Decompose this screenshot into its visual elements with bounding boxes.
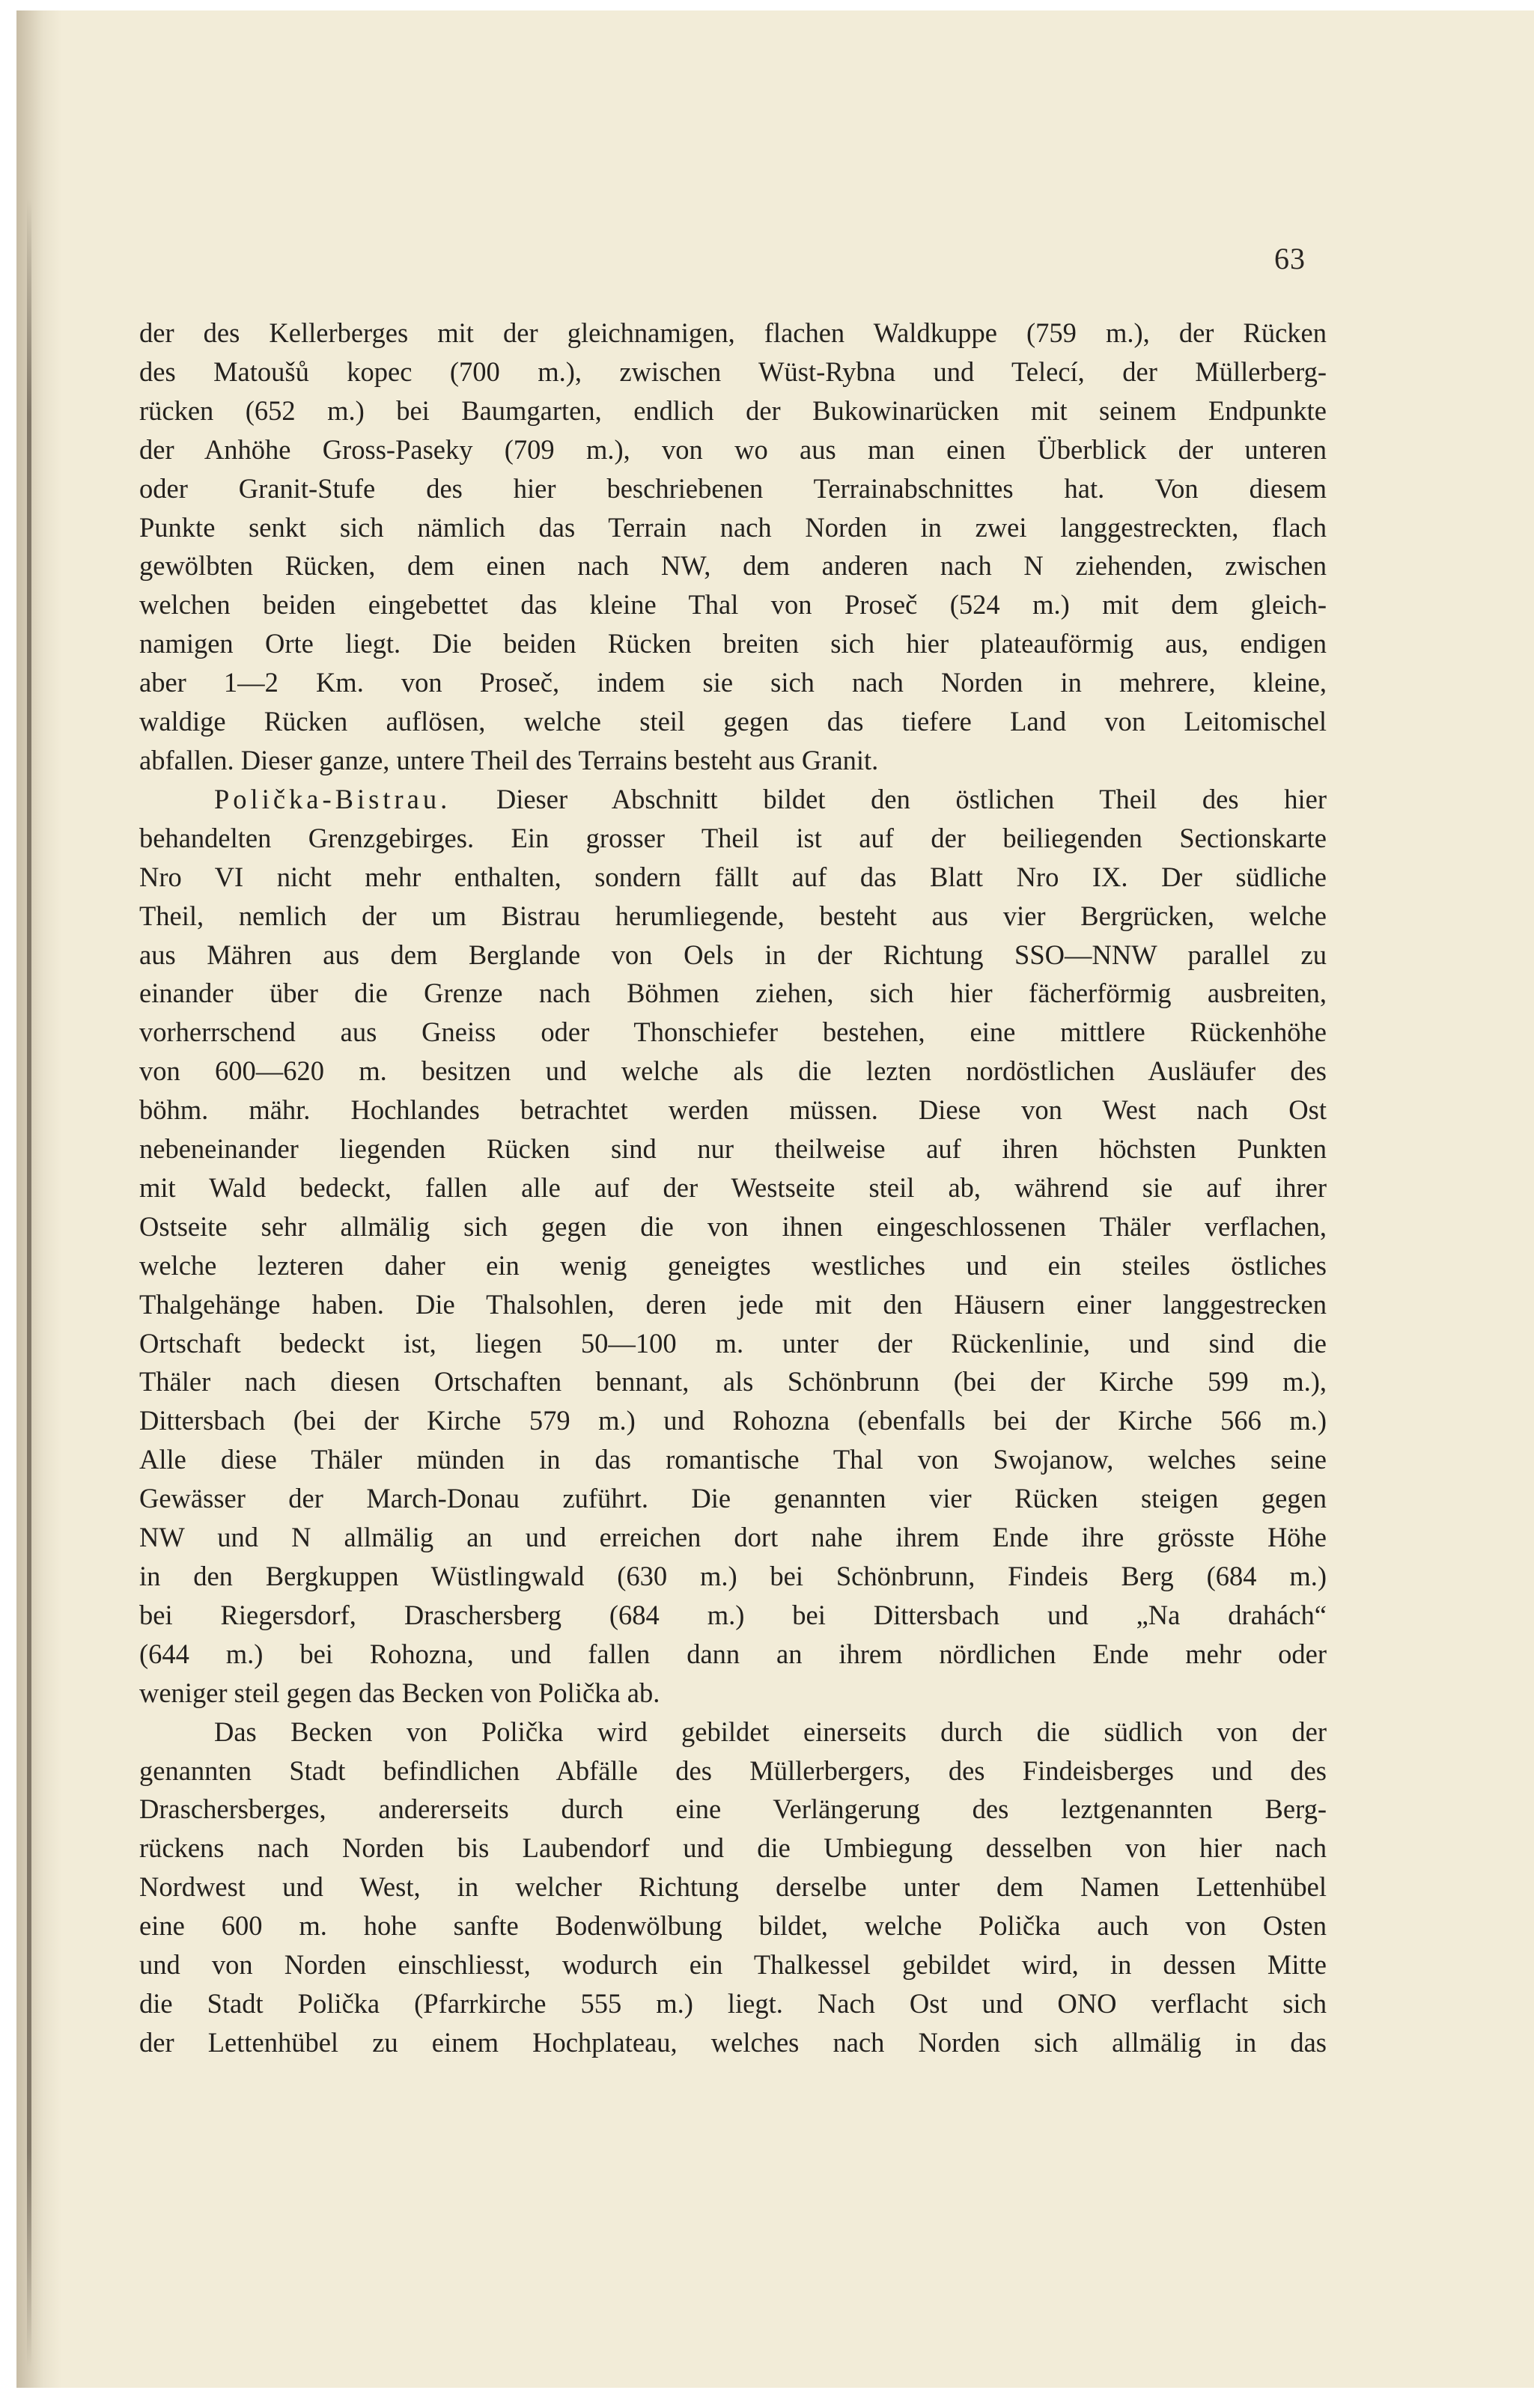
text-line: Dittersbach (bei der Kirche 579 m.) und Rohozna (ebenfalls bei der Kirche 566 m.) <box>139 1405 1327 1436</box>
text-line: waldige Rücken auflösen, welche steil gegen das tiefere Land von Leitomischel <box>139 706 1327 737</box>
text-line: der des Kellerberges mit der gleichnamigen, flachen Waldkuppe (759 m.), der Rücken <box>139 317 1327 348</box>
binding-shadow <box>16 10 61 2388</box>
text-line: rücken (652 m.) bei Baumgarten, endlich der Bukowinarücken mit seinem Endpunkte <box>139 394 1327 426</box>
text-line: der Anhöhe Gross-Paseky (709 m.), von wo aus man einen Überblick der unteren <box>139 433 1327 465</box>
text-line: die Stadt Polička (Pfarrkirche 555 m.) liegt. Nach Ost und ONO verflacht sich <box>139 1987 1327 2019</box>
text-line <box>139 780 1327 819</box>
page-number: 63 <box>1274 242 1306 275</box>
text-line: Nordwest und West, in welcher Richtung derselbe unter dem Namen Lettenhübel <box>139 1871 1327 1903</box>
text-line: Das Becken von Polička wird gebildet einerseits durch die südlich von der <box>214 1716 1327 1747</box>
text-line: Draschersberges, andererseits durch eine Verlängerung des leztgenannten Berg- <box>139 1793 1327 1825</box>
text-line: Thalgehänge haben. Die Thalsohlen, deren jede mit den Häusern einer langgestrecken <box>139 1288 1327 1320</box>
scanned-page <box>16 10 1534 2388</box>
text-line: böhm. mähr. Hochlandes betrachtet werden müssen. Diese von West nach Ost <box>139 1094 1327 1126</box>
text-line: Thäler nach diesen Ortschaften bennant, als Schönbrunn (bei der Kirche 599 m.), <box>139 1366 1327 1397</box>
binding-edge <box>27 198 31 2368</box>
text-line: genannten Stadt befindlichen Abfälle des Müllerbergers, des Findeisberges und des <box>139 1755 1327 1786</box>
text-line: Ostseite sehr allmälig sich gegen die von ihnen eingeschlossenen Thäler verflachen, <box>139 1210 1327 1242</box>
text-line: und von Norden einschliesst, wodurch ein Thalkessel gebildet wird, in dessen Mitte <box>139 1949 1327 1981</box>
section-heading: Polička-Bistrau. <box>214 783 451 814</box>
text-line: Gewässer der March-Donau zuführt. Die genannten vier Rücken steigen gegen <box>139 1483 1327 1514</box>
text-line: von 600—620 m. besitzen und welche als die lezten nordöstlichen Ausläufer des <box>139 1055 1327 1087</box>
text-line: namigen Orte liegt. Die beiden Rücken breiten sich hier plateauförmig aus, endigen <box>139 628 1327 659</box>
text-line: welchen beiden eingebettet das kleine Thal von Proseč (524 m.) mit dem gleich- <box>139 589 1327 621</box>
text-line: oder Granit-Stufe des hier beschriebenen Terrainabschnittes hat. Von diesem <box>139 472 1327 504</box>
text-line: aus Mähren aus dem Berglande von Oels in der Richtung SSO—NNW parallel zu <box>139 939 1327 970</box>
text-line: einander über die Grenze nach Böhmen ziehen, sich hier fächerförmig ausbreiten, <box>139 978 1327 1009</box>
text-line: des Matoušů kopec (700 m.), zwischen Wüst-Rybna und Telecí, der Müllerberg- <box>139 356 1327 387</box>
text-line: weniger steil gegen das Becken von Polička ab. <box>139 1677 660 1708</box>
text-line: rückens nach Norden bis Laubendorf und die Umbiegung desselben von hier nach <box>139 1832 1327 1864</box>
text-line: Alle diese Thäler münden in das romantische Thal von Swojanow, welches seine <box>139 1444 1327 1475</box>
text-line: Ortschaft bedeckt ist, liegen 50—100 m. unter der Rückenlinie, und sind die <box>139 1327 1327 1359</box>
text-line: abfallen. Dieser ganze, untere Theil des Terrains besteht aus Granit. <box>139 744 879 775</box>
text-line-run: Dieser Abschnitt bildet den östlichen Theil des hier <box>451 783 1327 814</box>
text-line: aber 1—2 Km. von Proseč, indem sie sich nach Norden in mehrere, kleine, <box>139 667 1327 698</box>
text-line: Theil, nemlich der um Bistrau herumliegende, besteht aus vier Bergrücken, welche <box>139 900 1327 931</box>
text-line: nebeneinander liegenden Rücken sind nur theilweise auf ihren höchsten Punkten <box>139 1133 1327 1165</box>
text-line: Punkte senkt sich nämlich das Terrain nach Norden in zwei langgestreckten, flach <box>139 511 1327 543</box>
text-line: vorherrschend aus Gneiss oder Thonschiefer bestehen, eine mittlere Rückenhöhe <box>139 1016 1327 1048</box>
text-line: gewölbten Rücken, dem einen nach NW, dem anderen nach N ziehenden, zwischen <box>139 550 1327 582</box>
body-text <box>139 314 1327 2062</box>
text-line: behandelten Grenzgebirges. Ein grosser Theil ist auf der beiliegenden Sectionskarte <box>139 822 1327 853</box>
text-line: bei Riegersdorf, Draschersberg (684 m.) bei Dittersbach und „Na drahách“ <box>139 1599 1327 1630</box>
text-line: (644 m.) bei Rohozna, und fallen dann an ihrem nördlichen Ende mehr oder <box>139 1638 1327 1669</box>
text-line: in den Bergkuppen Wüstlingwald (630 m.) bei Schönbrunn, Findeis Berg (684 m.) <box>139 1561 1327 1591</box>
text-line: NW und N allmälig an und erreichen dort nahe ihrem Ende ihre grösste Höhe <box>139 1522 1327 1553</box>
text-line: welche lezteren daher ein wenig geneigtes westliches und ein steiles östliches <box>139 1249 1327 1281</box>
text-line: eine 600 m. hohe sanfte Bodenwölbung bildet, welche Polička auch von Osten <box>139 1910 1327 1942</box>
text-line: Nro VI nicht mehr enthalten, sondern fällt auf das Blatt Nro IX. Der südliche <box>139 861 1327 892</box>
text-line: der Lettenhübel zu einem Hochplateau, welches nach Norden sich allmälig in das <box>139 2026 1327 2058</box>
text-line: mit Wald bedeckt, fallen alle auf der Westseite steil ab, während sie auf ihrer <box>139 1171 1327 1203</box>
